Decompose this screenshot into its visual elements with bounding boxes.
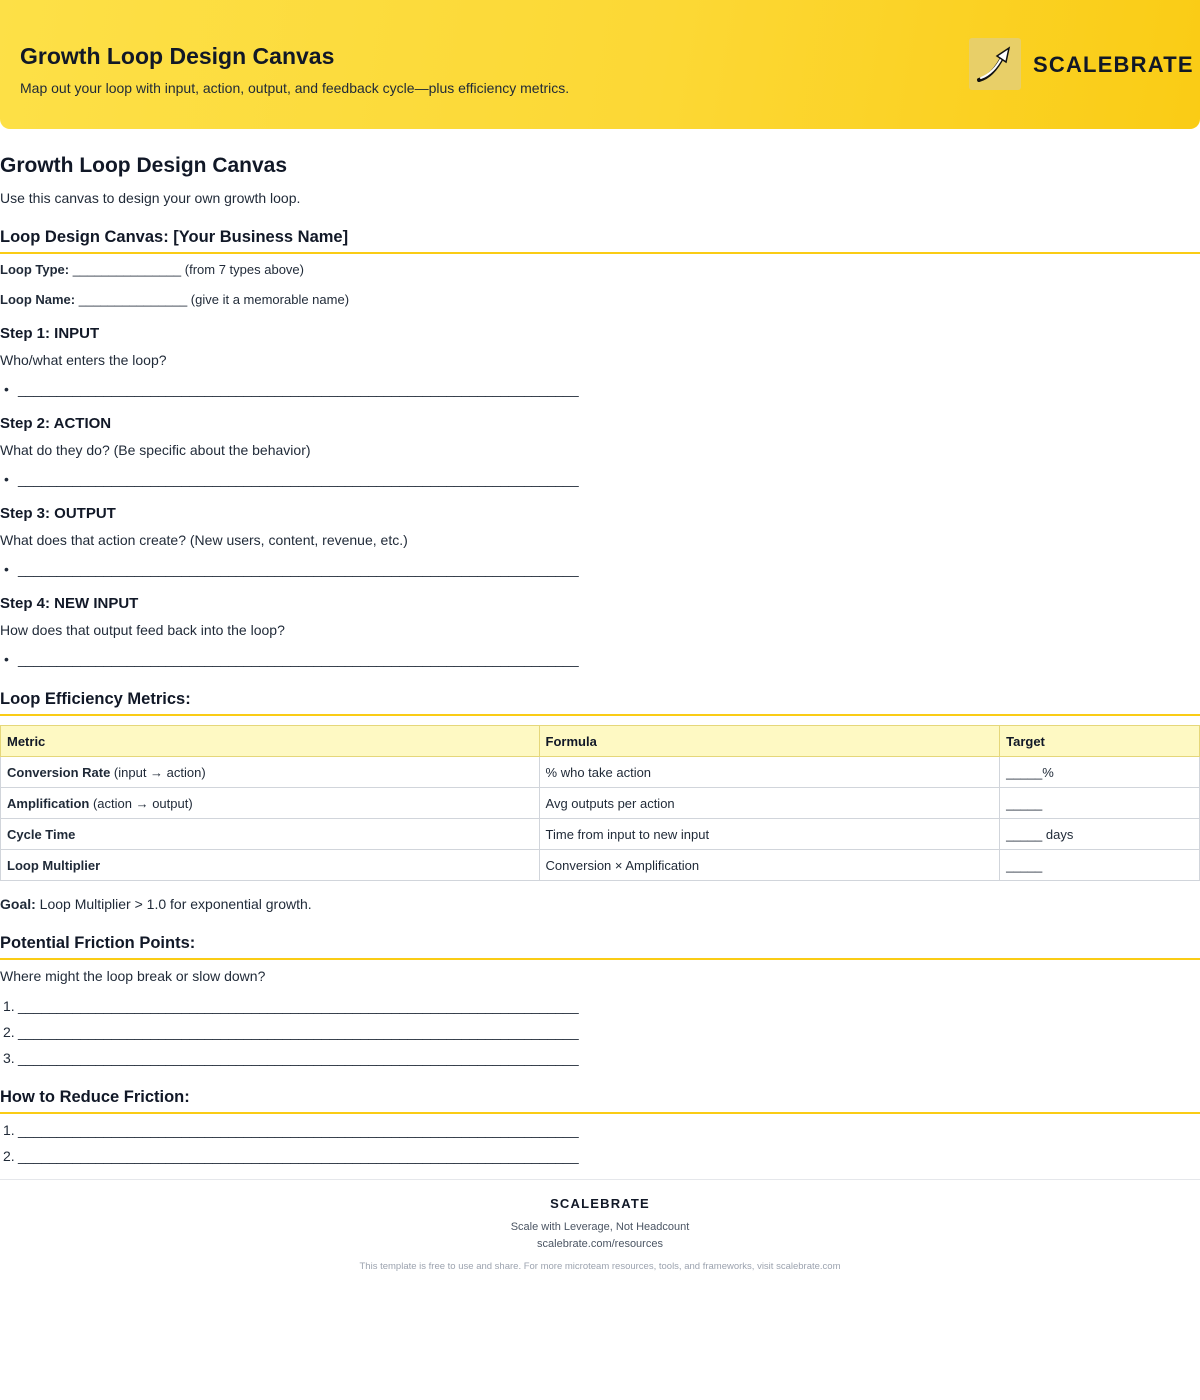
section-divider — [0, 1112, 1200, 1114]
metric-name: Loop Multiplier — [7, 857, 101, 873]
loop-type-value: _______________ (from 7 types above) — [69, 262, 304, 277]
bullet: • — [4, 651, 9, 667]
intro-text: Use this canvas to design your own growth loop. — [0, 190, 301, 206]
friction-heading: Potential Friction Points: — [0, 934, 196, 952]
footer-note: This template is free to use and share. For more microteam resources, tools, and frameworks, visit scalebrate.com — [359, 1261, 841, 1272]
loop-name-field — [0, 292, 349, 307]
metrics-heading: Loop Efficiency Metrics: — [0, 690, 191, 708]
formula-cell: Time from input to new input — [539, 819, 1000, 850]
canvas-heading: Loop Design Canvas: [Your Business Name] — [0, 228, 349, 246]
step-1-title: Step 1: INPUT — [0, 325, 100, 342]
goal-text — [0, 896, 312, 912]
answer-blank: ________________________________________________________________________ — [18, 561, 579, 577]
metric-cell — [1, 788, 540, 819]
item-number: 3. — [3, 1050, 15, 1066]
brand-logo — [969, 38, 1021, 90]
header-title: Growth Loop Design Canvas — [20, 43, 335, 69]
answer-blank: ________________________________________________________________________ — [18, 1050, 579, 1066]
goal-value: Loop Multiplier > 1.0 for exponential growth. — [35, 896, 312, 912]
step-3-question: What does that action create? (New users, content, revenue, etc.) — [0, 532, 408, 548]
loop-type-field — [0, 262, 304, 277]
metric-name: Conversion Rate — [7, 764, 111, 780]
table-row — [1, 757, 1200, 788]
column-header-metric: Metric — [1, 726, 540, 757]
formula-cell: Avg outputs per action — [539, 788, 1000, 819]
section-divider — [0, 714, 1200, 716]
step-4-title: Step 4: NEW INPUT — [0, 595, 139, 612]
metric-name: Amplification — [7, 795, 90, 811]
item-number: 2. — [3, 1024, 15, 1040]
header-brand: SCALEBRATE — [1033, 52, 1194, 77]
header-banner — [0, 0, 1200, 129]
step-3-title: Step 3: OUTPUT — [0, 505, 116, 522]
answer-blank: ________________________________________________________________________ — [18, 998, 579, 1014]
item-number: 1. — [3, 1122, 15, 1138]
bullet: • — [4, 471, 9, 487]
metric-cell — [1, 819, 540, 850]
rising-arrow-icon — [973, 42, 1017, 86]
page-title: Growth Loop Design Canvas — [0, 154, 288, 177]
answer-blank: ________________________________________________________________________ — [18, 471, 579, 487]
loop-name-value: _______________ (give it a memorable name) — [75, 292, 350, 307]
item-number: 1. — [3, 998, 15, 1014]
answer-blank: ________________________________________________________________________ — [18, 1148, 579, 1164]
metric-cell — [1, 850, 540, 881]
table-row — [1, 850, 1200, 881]
step-4-question: How does that output feed back into the loop? — [0, 622, 285, 638]
table-row — [1, 788, 1200, 819]
step-2-question: What do they do? (Be specific about the behavior) — [0, 442, 311, 458]
answer-blank: ________________________________________________________________________ — [18, 381, 579, 397]
reduce-friction-heading: How to Reduce Friction: — [0, 1088, 190, 1106]
section-divider — [0, 958, 1200, 960]
table-row — [1, 819, 1200, 850]
formula-cell: Conversion × Amplification — [539, 850, 1000, 881]
item-number: 2. — [3, 1148, 15, 1164]
metrics-table — [0, 725, 1200, 881]
footer-link[interactable]: scalebrate.com/resources — [537, 1238, 663, 1250]
target-cell: _____ days — [1000, 819, 1200, 850]
table-header-row — [1, 726, 1200, 757]
goal-label: Goal: — [0, 896, 36, 912]
bullet: • — [4, 381, 9, 397]
header-subtitle: Map out your loop with input, action, output, and feedback cycle—plus efficiency metrics. — [20, 80, 570, 96]
bullet: • — [4, 561, 9, 577]
metric-name: Cycle Time — [7, 826, 76, 842]
metric-note: (input → action) — [110, 764, 206, 780]
footer-tagline: Scale with Leverage, Not Headcount — [510, 1221, 690, 1233]
footer-divider — [0, 1179, 1200, 1180]
formula-cell: % who take action — [539, 757, 1000, 788]
loop-name-label: Loop Name: — [0, 292, 76, 307]
friction-question: Where might the loop break or slow down? — [0, 968, 266, 984]
answer-blank: ________________________________________________________________________ — [18, 1024, 579, 1040]
metric-cell — [1, 757, 540, 788]
step-1-question: Who/what enters the loop? — [0, 352, 167, 368]
target-cell: _____ — [1000, 850, 1200, 881]
metric-note: (action → output) — [89, 795, 193, 811]
answer-blank: ________________________________________________________________________ — [18, 651, 579, 667]
column-header-formula: Formula — [539, 726, 1000, 757]
target-cell: _____ — [1000, 788, 1200, 819]
column-header-target: Target — [1000, 726, 1200, 757]
section-divider — [0, 252, 1200, 254]
answer-blank: ________________________________________________________________________ — [18, 1122, 579, 1138]
step-2-title: Step 2: ACTION — [0, 415, 112, 432]
footer-brand: SCALEBRATE — [550, 1196, 650, 1211]
loop-type-label: Loop Type: — [0, 262, 70, 277]
target-cell: _____% — [1000, 757, 1200, 788]
